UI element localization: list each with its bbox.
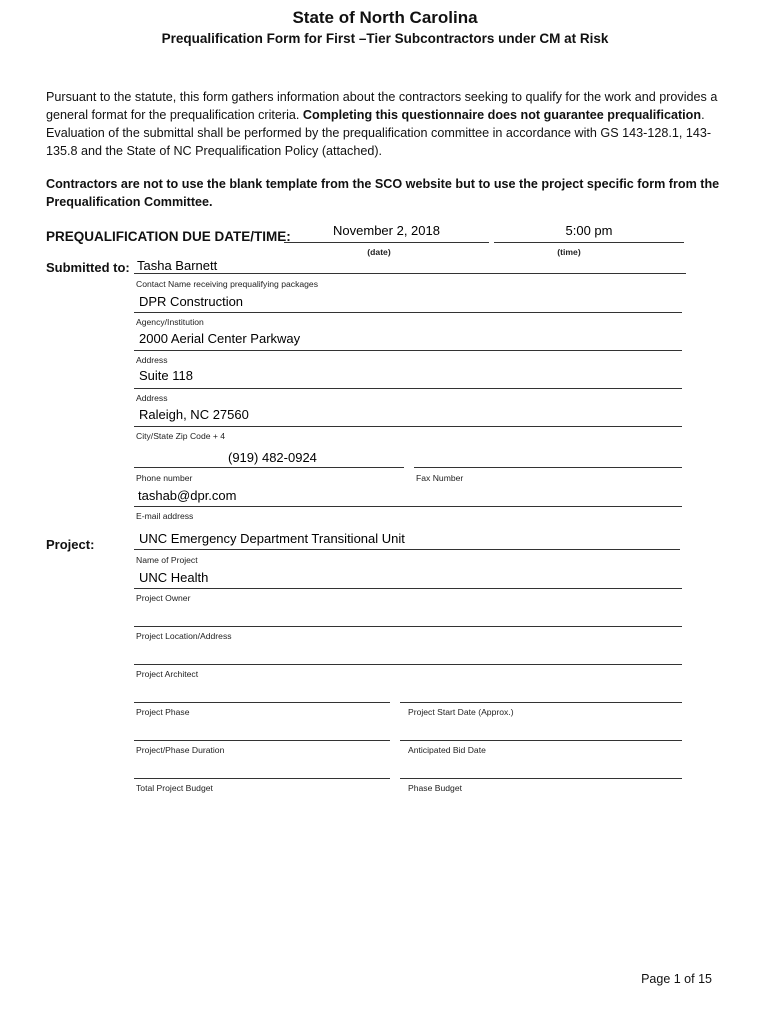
project-name-caption: Name of Project bbox=[136, 555, 198, 565]
email-line bbox=[134, 506, 682, 507]
page-number: Page 1 of 15 bbox=[641, 972, 712, 986]
address1-caption: Address bbox=[136, 355, 168, 365]
total-budget-line bbox=[134, 778, 390, 779]
email-caption: E-mail address bbox=[136, 511, 194, 521]
notice-text: Contractors are not to use the blank template from the SCO website but to use the project specific form from the Prequalification Committee. bbox=[46, 177, 720, 209]
project-duration-line bbox=[134, 740, 390, 741]
phase-budget-caption: Phase Budget bbox=[408, 783, 462, 793]
phone-value[interactable]: (919) 482-0924 bbox=[228, 450, 317, 465]
address2-line bbox=[134, 388, 682, 389]
agency-line bbox=[134, 312, 682, 313]
contact-name-value[interactable]: Tasha Barnett bbox=[137, 258, 218, 273]
project-phase-caption: Project Phase bbox=[136, 707, 190, 717]
intro-bold-text: Completing this questionnaire does not guarantee prequalification bbox=[302, 108, 702, 122]
due-time-value[interactable]: 5:00 pm bbox=[565, 223, 613, 238]
contact-name-line bbox=[134, 273, 686, 274]
phase-budget-line bbox=[400, 778, 682, 779]
project-duration-caption: Project/Phase Duration bbox=[136, 745, 225, 755]
due-date-label: PREQUALIFICATION DUE DATE/TIME: bbox=[46, 229, 291, 244]
fax-line bbox=[414, 467, 682, 468]
date-caption: (date) bbox=[367, 247, 391, 257]
project-start-line bbox=[400, 702, 682, 703]
submitted-to-label: Submitted to: bbox=[46, 260, 130, 275]
project-architect-caption: Project Architect bbox=[136, 669, 199, 679]
project-architect-line bbox=[134, 664, 682, 665]
intro-paragraph bbox=[46, 88, 726, 160]
project-start-caption: Project Start Date (Approx.) bbox=[408, 707, 514, 717]
time-caption: (time) bbox=[557, 247, 581, 257]
city-line bbox=[134, 426, 682, 427]
project-owner-line bbox=[134, 588, 682, 589]
city-value[interactable]: Raleigh, NC 27560 bbox=[139, 407, 249, 422]
project-owner-value[interactable]: UNC Health bbox=[139, 570, 209, 585]
total-budget-caption: Total Project Budget bbox=[136, 783, 213, 793]
project-phase-line bbox=[134, 702, 390, 703]
phone-caption: Phone number bbox=[136, 473, 193, 483]
address1-value[interactable]: 2000 Aerial Center Parkway bbox=[139, 331, 301, 346]
agency-caption: Agency/Institution bbox=[136, 317, 204, 327]
intro-text-2: . Evaluation of the submittal shall be performed by the prequalification committee in accordance with GS 143-128.1, 143-135.8 and the State of NC Prequalification Policy (attached). bbox=[46, 108, 712, 158]
form-subtitle: Prequalification Form for First –Tier Subcontractors under CM at Risk bbox=[161, 31, 609, 46]
project-location-caption: Project Location/Address bbox=[136, 631, 232, 641]
bid-date-line bbox=[400, 740, 682, 741]
form-title: State of North Carolina bbox=[292, 8, 478, 27]
address2-value[interactable]: Suite 118 bbox=[139, 368, 193, 383]
due-date-line bbox=[284, 242, 489, 243]
bid-date-caption: Anticipated Bid Date bbox=[408, 745, 486, 755]
phone-line bbox=[134, 467, 404, 468]
city-caption: City/State Zip Code + 4 bbox=[136, 431, 226, 441]
due-time-line bbox=[494, 242, 684, 243]
email-value[interactable]: tashab@dpr.com bbox=[138, 488, 237, 503]
agency-value[interactable]: DPR Construction bbox=[139, 294, 244, 309]
project-location-line bbox=[134, 626, 682, 627]
project-name-line bbox=[134, 549, 680, 550]
intro-text-1: Pursuant to the statute, this form gathers information about the contractors seeking to qualify for the work and provides a general format for the prequalification criteria. bbox=[46, 90, 718, 122]
address1-line bbox=[134, 350, 682, 351]
fax-caption: Fax Number bbox=[416, 473, 464, 483]
address2-caption: Address bbox=[136, 393, 168, 403]
project-label: Project: bbox=[46, 537, 95, 552]
project-name-value[interactable]: UNC Emergency Department Transitional Unit bbox=[139, 531, 405, 546]
due-date-value[interactable]: November 2, 2018 bbox=[333, 223, 440, 238]
contact-name-caption: Contact Name receiving prequalifying packages bbox=[136, 279, 319, 289]
project-owner-caption: Project Owner bbox=[136, 593, 191, 603]
